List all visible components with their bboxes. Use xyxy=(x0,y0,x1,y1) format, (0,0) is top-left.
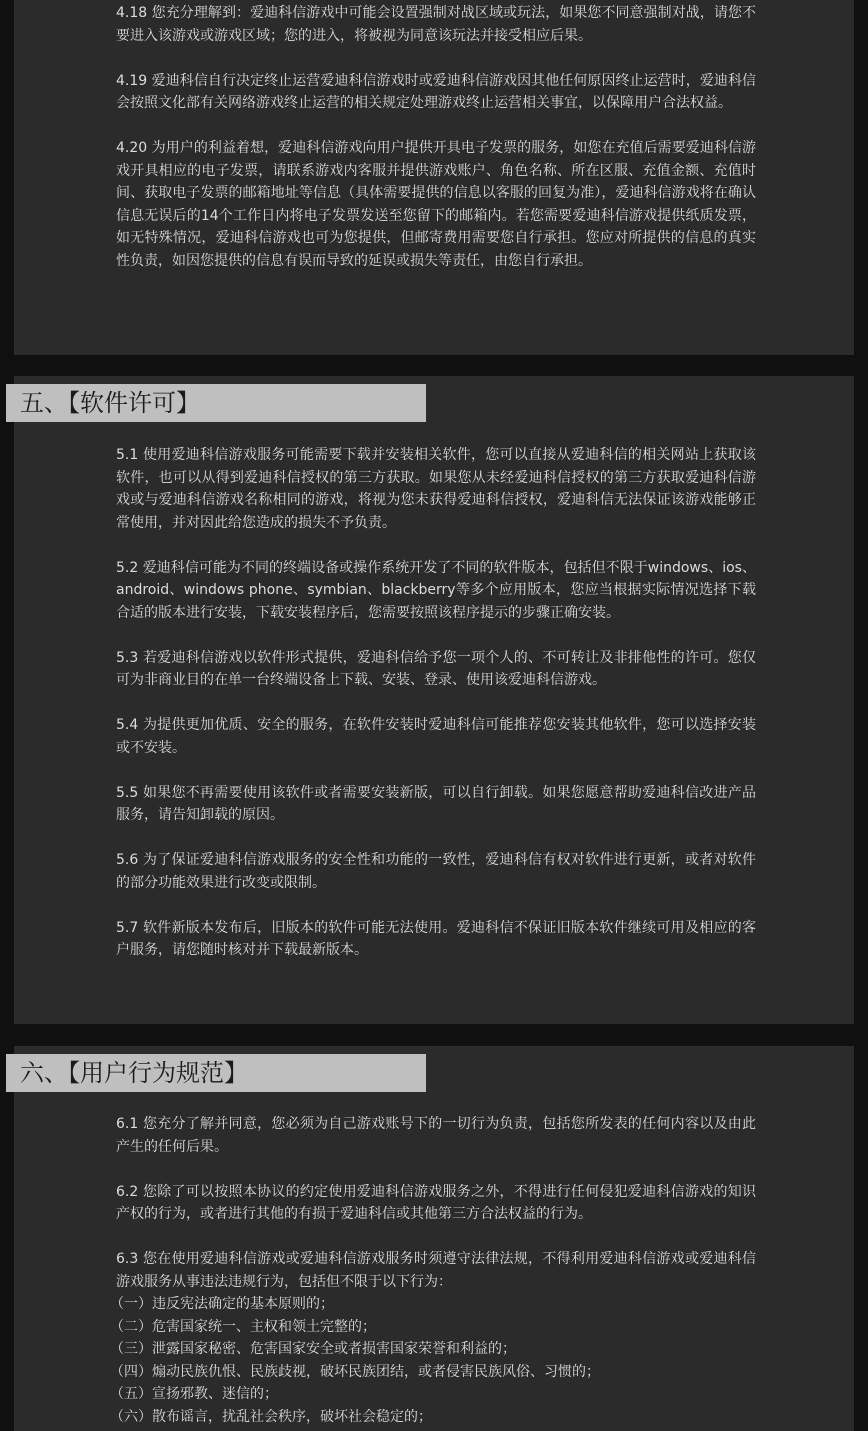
list-item: （四）煽动民族仇恨、民族歧视，破坏民族团结，或者侵害民族风俗、习惯的； xyxy=(110,1363,600,1380)
list-item: （五）宣扬邪教、迷信的； xyxy=(110,1386,278,1402)
section-5-content xyxy=(116,444,756,984)
section-5-title: 五、【软件许可】 xyxy=(6,384,426,422)
list-item: （二）危害国家统一、主权和领土完整的； xyxy=(110,1318,376,1335)
clause-5-6: 5.6 为了保证爱迪科信游戏服务的安全性和功能的一致性，爱迪科信有权对软件进行更新，或者对软件的部分功能效果进行改变或限制。 xyxy=(116,852,756,891)
section-6-title: 六、【用户行为规范】 xyxy=(6,1054,426,1092)
clause-4-19: 4.19 爱迪科信自行决定终止运营爱迪科信游戏时或爱迪科信游戏因其他任何原因终止运营时，爱迪科信会按照文化部有关网络游戏终止运营的相关规定处理游戏终止运营相关事宜，以保障用户合法权益。 xyxy=(116,72,756,111)
section-5-panel xyxy=(14,376,854,1024)
clause-5-3: 5.3 若爱迪科信游戏以软件形式提供，爱迪科信给予您一项个人的、不可转让及非排他性的许可。您仅可为非商业目的在单一台终端设备上下载、安装、登录、使用该爱迪科信游戏。 xyxy=(116,649,756,688)
list-item: （三）泄露国家秘密、危害国家安全或者损害国家荣誉和利益的； xyxy=(110,1341,516,1357)
list-item: （六）散布谣言，扰乱社会秩序，破坏社会稳定的； xyxy=(110,1408,432,1425)
section-6-panel xyxy=(14,1046,854,1431)
list-item: （一）违反宪法确定的基本原则的； xyxy=(110,1296,334,1312)
clause-5-1: 5.1 使用爱迪科信游戏服务可能需要下载并安装相关软件，您可以直接从爱迪科信的相关网站上获取该软件，也可以从得到爱迪科信授权的第三方获取。如果您从未经爱迪科信授权的第三方获取爱迪科信游戏或与爱迪科信游戏名称相同的游戏，将视为您未获得爱迪科信授权，爱迪科信无法保证该游戏能够正常使用，并对因此给您造成的损失不予负责。 xyxy=(116,447,756,531)
clause-5-7: 5.7 软件新版本发布后，旧版本的软件可能无法使用。爱迪科信不保证旧版本软件继续可用及相应的客户服务，请您随时核对并下载最新版本。 xyxy=(116,919,756,958)
clause-5-2: 5.2 爱迪科信可能为不同的终端设备或操作系统开发了不同的软件版本，包括但不限于windows、ios、android、windows phone、symbian、blackberry等多个应用版本，您应当根据实际情况选择下载合适的版本进行安装，下载安装程序后，您需要按照该程序提示的步骤正确安装。 xyxy=(116,559,756,621)
clause-6-1: 6.1 您充分了解并同意，您必须为自己游戏账号下的一切行为负责，包括您所发表的任何内容以及由此产生的任何后果。 xyxy=(116,1116,756,1155)
section-6-content xyxy=(110,1113,756,1428)
clause-6-3: 6.3 您在使用爱迪科信游戏或爱迪科信游戏服务时须遵守法律法规，不得利用爱迪科信游戏或爱迪科信游戏服务从事违法违规行为，包括但不限于以下行为： xyxy=(116,1251,756,1290)
section-4-content xyxy=(116,2,756,295)
clause-4-18: 4.18 您充分理解到：爱迪科信游戏中可能会设置强制对战区域或玩法，如果您不同意强制对战，请您不要进入该游戏或游戏区域；您的进入，将被视为同意该玩法并接受相应后果。 xyxy=(116,5,756,44)
section-4-panel xyxy=(14,0,854,355)
clause-4-20: 4.20 为用户的利益着想，爱迪科信游戏向用户提供开具电子发票的服务，如您在充值后需要爱迪科信游戏开具相应的电子发票，请联系游戏内客服并提供游戏账户、角色名称、所在区服、充值金额、充值时间、获取电子发票的邮箱地址等信息（具体需要提供的信息以客服的回复为准），爱迪科信游戏将在确认信息无误后的14个工作日内将电子发票发送至您留下的邮箱内。若您需要爱迪科信游戏提供纸质发票，如无特殊情况，爱迪科信游戏也可为您提供，但邮寄费用需要您自行承担。您应对所提供的信息的真实性负责，如因您提供的信息有误而导致的延误或损失等责任，由您自行承担。 xyxy=(116,140,756,269)
clause-6-2: 6.2 您除了可以按照本协议的约定使用爱迪科信游戏服务之外，不得进行任何侵犯爱迪科信游戏的知识产权的行为，或者进行其他的有损于爱迪科信或其他第三方合法权益的行为。 xyxy=(116,1183,756,1222)
clause-5-5: 5.5 如果您不再需要使用该软件或者需要安装新版，可以自行卸载。如果您愿意帮助爱迪科信改进产品服务，请告知卸载的原因。 xyxy=(116,784,756,823)
clause-5-4: 5.4 为提供更加优质、安全的服务，在软件安装时爱迪科信可能推荐您安装其他软件，您可以选择安装或不安装。 xyxy=(116,717,756,756)
prohibited-acts-list xyxy=(110,1293,756,1428)
